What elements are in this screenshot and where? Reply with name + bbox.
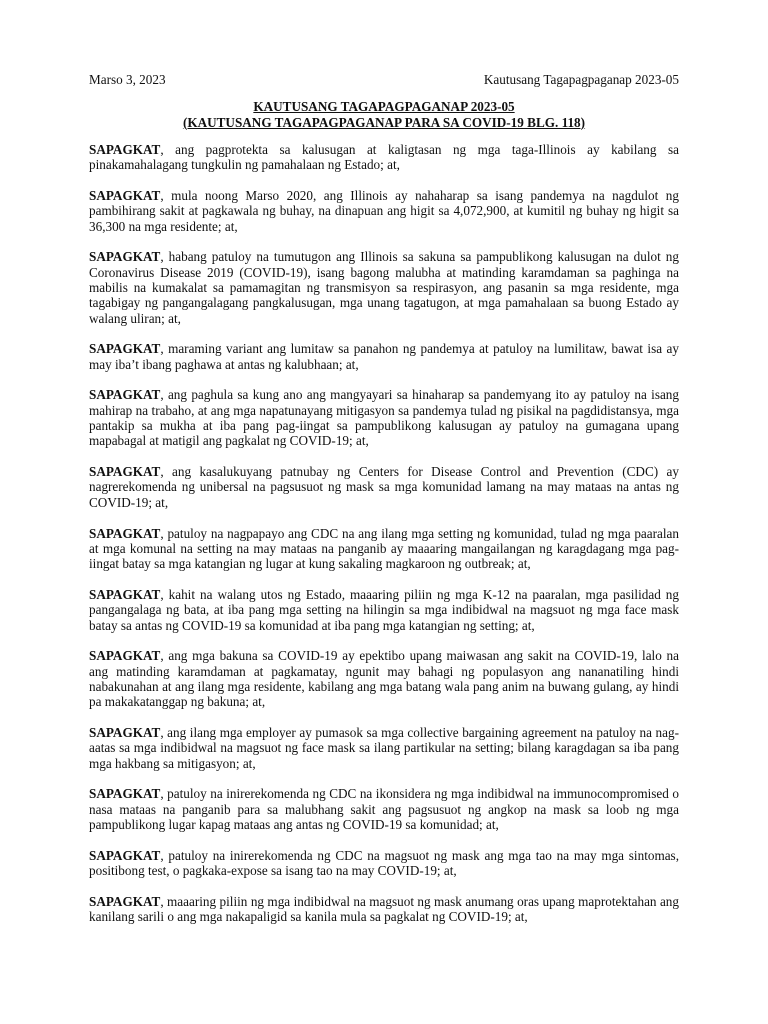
- paragraph-text: , kahit na walang utos ng Estado, maaaring piliin ng mga K-12 na paaralan, mga pasilidad ng pangangalaga ng bata, at iba pang mga setting na hilingin sa mga indibidwal na magsuot ng mga face mask batay sa antas ng COVID-19 sa komunidad at iba pang mga katangian ng setting; at,: [89, 586, 679, 633]
- paragraph-lead: SAPAGKAT: [89, 586, 161, 602]
- document-page: [89, 72, 679, 940]
- document-title: [89, 99, 679, 130]
- paragraph: [89, 142, 679, 173]
- title-line-2: (KAUTUSANG TAGAPAGPAGANAP PARA SA COVID-19 BLG. 118): [182, 114, 586, 130]
- paragraph: [89, 587, 679, 633]
- paragraph-text: , patuloy na inirerekomenda ng CDC na magsuot ng mask ang mga tao na may mga sintomas, positibong test, o pagkaka-expose sa isang tao na may COVID-19; at,: [89, 847, 679, 879]
- paragraph: [89, 188, 679, 234]
- paragraph-lead: SAPAGKAT: [89, 525, 161, 541]
- paragraph: [89, 894, 679, 925]
- paragraph-lead: SAPAGKAT: [89, 786, 161, 802]
- document-date: Marso 3, 2023: [89, 72, 166, 87]
- paragraph: [89, 725, 679, 771]
- paragraph-text: , maraming variant ang lumitaw sa panahon ng pandemya at patuloy na lumilitaw, bawat isa ay may iba’t ibang paghawa at antas ng kalubhaan; at,: [89, 341, 679, 372]
- paragraph-lead: SAPAGKAT: [89, 249, 161, 265]
- paragraph-text: , ang mga bakuna sa COVID-19 ay epektibo upang maiwasan ang sakit na COVID-19, lalo na ang matinding karamdaman at pagkamatay, ngunit may bahagi ng populasyon ang nananatiling hindi nabakunahan at ang ilang mga residente, kabilang ang mga batang wala pang anim na buwang gulang, ay hindi pa makakatanggap ng bakuna; at,: [89, 648, 679, 710]
- paragraph-text: , patuloy na inirerekomenda ng CDC na ikonsidera ng mga indibidwal na immunocompromised o nasa mataas na panganib para sa malubhang sakit ang pagsusuot ng angkop na mask sa loob ng mga pampublikong lugar kapag mataas ang antas ng COVID-19 sa komunidad; at,: [89, 786, 679, 832]
- paragraph: [89, 387, 679, 448]
- paragraph-text: , mula noong Marso 2020, ang Illinois ay nahaharap sa isang pandemya na nagdulot ng pambihirang sakit at pagkawala ng buhay, na dinapuan ang higit sa 4,072,900, at kumitil ng buhay ng higit sa 36,300 na mga residente; at,: [89, 187, 679, 234]
- paragraph-lead: SAPAGKAT: [89, 387, 161, 403]
- paragraph: [89, 341, 679, 372]
- document-header: [89, 72, 679, 87]
- paragraph: [89, 848, 679, 879]
- paragraph: [89, 648, 679, 709]
- paragraph-text: , maaaring piliin ng mga indibidwal na magsuot ng mask anumang oras upang maprotektahan ang kanilang sarili o ang mga nakapaligid sa kanila mula sa pagkalat ng COVID-19; at,: [89, 893, 679, 925]
- paragraph-lead: SAPAGKAT: [89, 648, 161, 664]
- paragraph: [89, 249, 679, 325]
- title-line-1: KAUTUSANG TAGAPAGPAGANAP 2023-05: [253, 99, 515, 115]
- paragraph-lead: SAPAGKAT: [89, 893, 161, 909]
- paragraph: [89, 786, 679, 832]
- paragraph-lead: SAPAGKAT: [89, 141, 161, 157]
- paragraph-lead: SAPAGKAT: [89, 847, 161, 863]
- paragraph-text: , ang ilang mga employer ay pumasok sa mga collective bargaining agreement na patuloy na nag-aatas sa mga indibidwal na magsuot ng face mask sa ilang partikular na setting; bilang karagdagan sa iba pang mga hakbang sa mitigasyon; at,: [89, 725, 679, 771]
- paragraph-lead: SAPAGKAT: [89, 464, 161, 480]
- paragraph-lead: SAPAGKAT: [89, 187, 161, 203]
- paragraph-text: , ang paghula sa kung ano ang mangyayari sa hinaharap sa pandemyang ito ay patuloy na isang mahirap na trabaho, at ang mga napatunayang mitigasyon sa pandemya tulad ng pisikal na pagdidistansya, mga pantakip sa mukha at iba pang pag-iingat sa pampublikong kalusugan ay patuloy na gumagana upang mapabagal at matigil ang pagkalat ng COVID-19; at,: [89, 387, 679, 449]
- paragraph-text: , habang patuloy na tumutugon ang Illinois sa sakuna sa pampublikong kalusugan na dulot ng Coronavirus Disease 2019 (COVID-19), isang bagong malubha at matinding karamdaman sa paghinga na mabilis na kumakalat sa pamamagitan ng transmisyon sa respirasyon, ang pasanin sa mga residente, mga tagabigay ng pangangalagang pangkalusugan, mga unang tagatugon, at mga pamahalaan sa buong Estado ay walang uliran; at,: [89, 249, 679, 326]
- document-reference: Kautusang Tagapagpaganap 2023-05: [483, 72, 679, 87]
- paragraph-text: , ang pagprotekta sa kalusugan at kaligtasan ng mga taga-Illinois ay kabilang sa pinakamahalagang tungkulin ng pamahalaan ng Estado; at,: [89, 141, 679, 173]
- paragraph: [89, 464, 679, 510]
- paragraph-lead: SAPAGKAT: [89, 341, 161, 357]
- paragraph-lead: SAPAGKAT: [89, 725, 161, 740]
- document-body: [89, 142, 679, 925]
- paragraph-text: , ang kasalukuyang patnubay ng Centers for Disease Control and Prevention (CDC) ay nagrerekomenda ng unibersal na pagsusuot ng mask sa mga komunidad lamang na may mataas na antas ng COVID-19; at,: [89, 464, 679, 510]
- paragraph: [89, 526, 679, 572]
- paragraph-text: , patuloy na nagpapayo ang CDC na ang ilang mga setting ng komunidad, tulad ng mga paaralan at mga komunal na setting na may mataas na panganib ay maaaring mangailangan ng karagdagang mga pag-iingat batay sa mga katangian ng lugar at kung sakaling magkaroon ng outbreak; at,: [89, 525, 679, 572]
